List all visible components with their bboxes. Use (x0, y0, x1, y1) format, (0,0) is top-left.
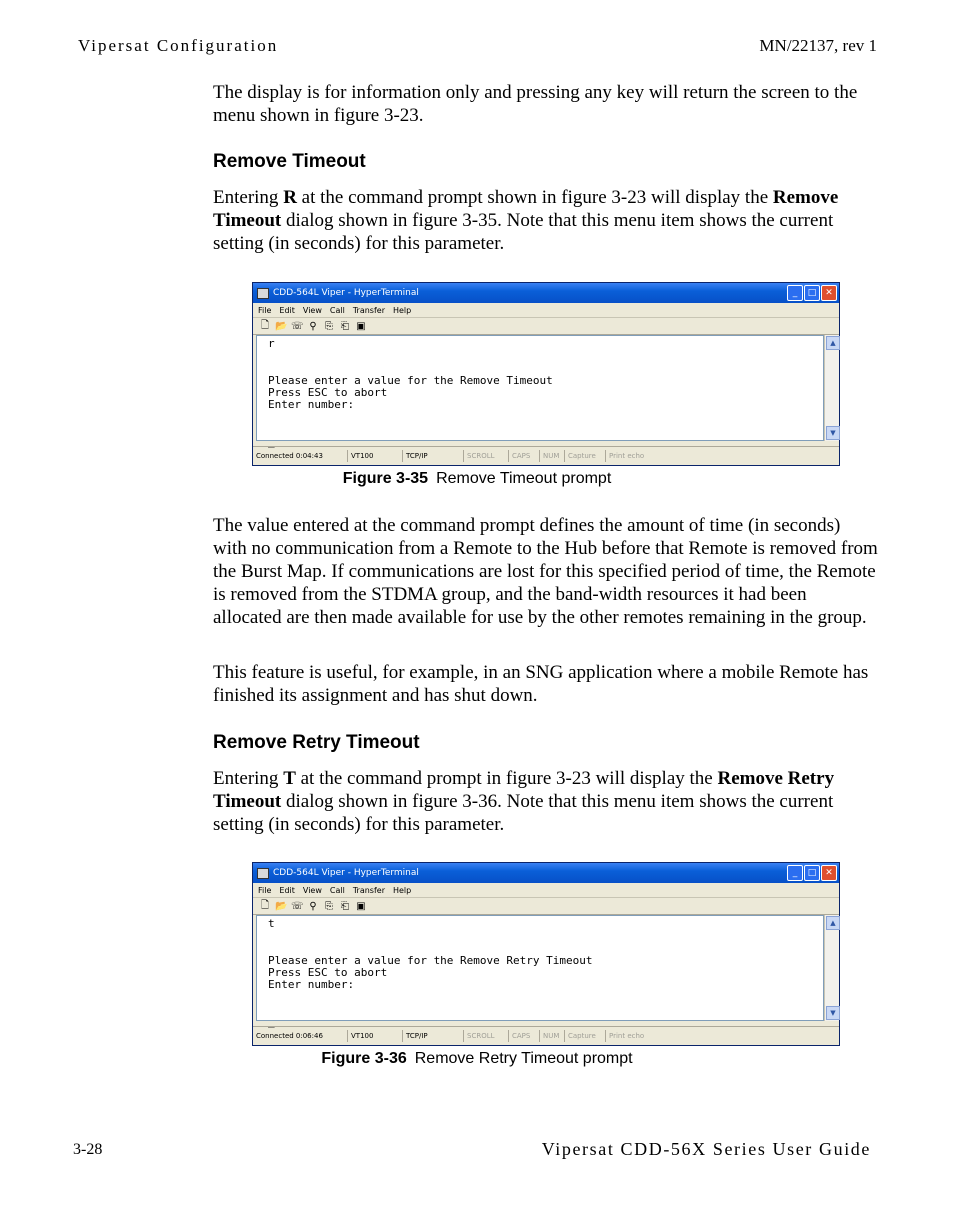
status-scroll: SCROLL (464, 1030, 509, 1042)
menu-file[interactable]: File (258, 305, 272, 315)
section-heading-remove-retry-timeout: Remove Retry Timeout (213, 732, 420, 753)
terminal-area[interactable] (256, 335, 824, 449)
send-icon[interactable]: ⎘ (325, 320, 333, 332)
close-button[interactable]: ✕ (821, 285, 837, 301)
toolbar (253, 898, 839, 915)
terminal-area[interactable] (256, 915, 824, 1029)
header-right: MN/22137, rev 1 (759, 36, 877, 55)
status-protocol: TCP/IP (403, 450, 464, 462)
figure-caption-3-36: Figure 3-36 Remove Retry Timeout prompt (321, 1050, 633, 1067)
menu-bar (253, 883, 839, 898)
status-capture: Capture (565, 450, 606, 462)
connect-icon[interactable]: ☏ (291, 320, 304, 332)
menu-call[interactable]: Call (329, 885, 345, 895)
menu-call[interactable]: Call (329, 305, 345, 315)
connect-icon[interactable]: ☏ (291, 900, 304, 912)
hyperterminal-icon (257, 288, 269, 299)
status-scroll: SCROLL (464, 450, 509, 462)
menu-view[interactable]: View (302, 885, 322, 895)
status-bar (253, 446, 839, 465)
intro-paragraph: The display is for information only and pressing any key will return the screen to the menu shown in figure 3-23. (213, 82, 858, 126)
receive-icon[interactable]: ⎗ (341, 900, 349, 912)
vertical-scrollbar[interactable] (824, 915, 839, 1021)
status-protocol: TCP/IP (403, 1030, 464, 1042)
open-folder-icon[interactable]: 📂 (275, 320, 288, 332)
status-bar (253, 1026, 839, 1045)
menu-bar (253, 303, 839, 318)
toolbar (253, 318, 839, 335)
menu-help[interactable]: Help (392, 305, 412, 315)
minimize-button[interactable]: _ (787, 285, 803, 301)
disconnect-icon[interactable]: ⚲ (309, 320, 317, 332)
properties-icon[interactable]: ▣ (356, 320, 366, 332)
footer-title: Vipersat CDD-56X Series User Guide (541, 1139, 871, 1159)
close-button[interactable]: ✕ (821, 865, 837, 881)
vertical-scrollbar[interactable] (824, 335, 839, 441)
status-emulation: VT100 (348, 450, 403, 462)
open-folder-icon[interactable]: 📂 (275, 900, 288, 912)
scroll-down-icon[interactable]: ▼ (826, 1006, 840, 1020)
new-file-icon[interactable]: 🗋 (260, 319, 270, 331)
status-connected: Connected 0:06:46 (253, 1030, 348, 1042)
window-title: CDD-564L Viper - HyperTerminal (273, 868, 419, 878)
status-caps: CAPS (509, 450, 540, 462)
body-paragraph-1: The value entered at the command prompt defines the amount of time (in seconds) with no communication from a Remote to the Hub before that Remote is removed from the Burst Map. If communications are lost for this specified period of time, the Remote is removed from the STDMA group, and the band-width resources it had been allocated are then made available for use by the other remotes remaining in the group. (213, 515, 878, 628)
hyperterminal-window (252, 862, 840, 1046)
scroll-up-icon[interactable]: ▲ (826, 916, 840, 930)
menu-edit[interactable]: Edit (279, 885, 295, 895)
status-capture: Capture (565, 1030, 606, 1042)
properties-icon[interactable]: ▣ (356, 900, 366, 912)
body-paragraph-2: This feature is useful, for example, in an SNG application where a mobile Remote has finished its assignment and has shut down. (213, 662, 869, 706)
receive-icon[interactable]: ⎗ (341, 320, 349, 332)
menu-edit[interactable]: Edit (279, 305, 295, 315)
minimize-button[interactable]: _ (787, 865, 803, 881)
menu-help[interactable]: Help (392, 885, 412, 895)
figure-caption-3-35: Figure 3-35 Remove Timeout prompt (342, 470, 612, 487)
terminal-text: r Please enter a value for the Remove Timeout Press ESC to abort Enter number: _ (268, 337, 553, 449)
status-connected: Connected 0:04:43 (253, 450, 348, 462)
new-file-icon[interactable]: 🗋 (260, 899, 270, 911)
scroll-down-icon[interactable]: ▼ (826, 426, 840, 440)
section-heading-remove-timeout: Remove Timeout (213, 151, 366, 172)
section2-paragraph: Entering T at the command prompt in figure 3-23 will display the Remove Retry Timeout dialog shown in figure 3-36. Note that this menu item shows the current setting (in seconds) for this parameter. (213, 768, 835, 835)
status-num: NUM (540, 1030, 565, 1042)
maximize-button[interactable]: □ (804, 865, 820, 881)
status-print-echo: Print echo (609, 1032, 645, 1040)
status-emulation: VT100 (348, 1030, 403, 1042)
menu-transfer[interactable]: Transfer (352, 885, 385, 895)
menu-file[interactable]: File (258, 885, 272, 895)
footer-page-number: 3-28 (73, 1141, 103, 1158)
window-titlebar[interactable] (253, 283, 839, 303)
window-titlebar[interactable] (253, 863, 839, 883)
window-title: CDD-564L Viper - HyperTerminal (273, 288, 419, 298)
section1-paragraph: Entering R at the command prompt shown in figure 3-23 will display the Remove Timeout dialog shown in figure 3-35. Note that this menu item shows the current setting (in seconds) for this parameter. (213, 187, 839, 254)
hyperterminal-window (252, 282, 840, 466)
disconnect-icon[interactable]: ⚲ (309, 900, 317, 912)
status-num: NUM (540, 450, 565, 462)
header-left: Vipersat Configuration (78, 36, 279, 55)
hyperterminal-icon (257, 868, 269, 879)
menu-transfer[interactable]: Transfer (352, 305, 385, 315)
status-print-echo: Print echo (609, 452, 645, 460)
scroll-up-icon[interactable]: ▲ (826, 336, 840, 350)
status-caps: CAPS (509, 1030, 540, 1042)
send-icon[interactable]: ⎘ (325, 900, 333, 912)
menu-view[interactable]: View (302, 305, 322, 315)
maximize-button[interactable]: □ (804, 285, 820, 301)
terminal-text: t Please enter a value for the Remove Retry Timeout Press ESC to abort Enter number: _ (268, 917, 593, 1029)
